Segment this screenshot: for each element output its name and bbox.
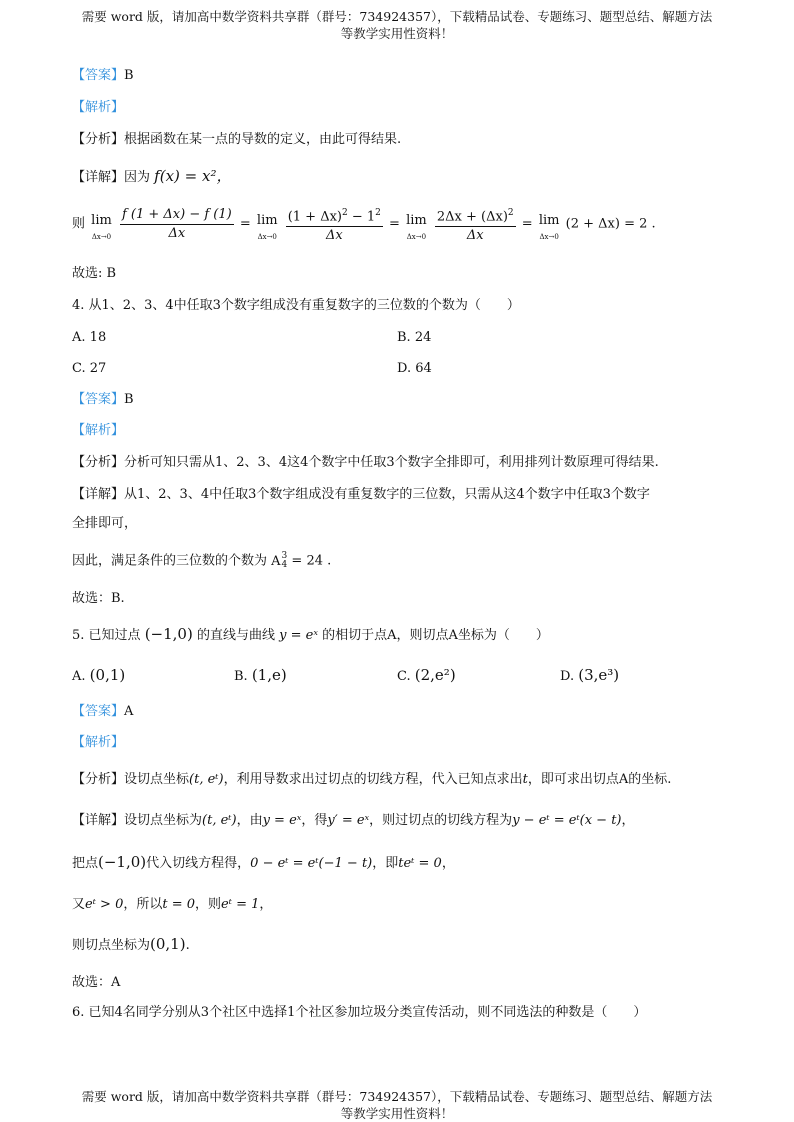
q5-d3-a: 又 [72, 897, 86, 912]
option-key: C. [72, 361, 86, 376]
q3-detail-formula: f(x) = x²， [154, 167, 232, 185]
header-banner [0, 8, 794, 42]
q3-answer-value: B [124, 68, 134, 83]
q5-fenxi-point: (t, eᵗ) [189, 772, 224, 787]
q3-fenxi [72, 131, 401, 149]
option-value: 24 [414, 330, 432, 345]
limit-operator-3: lim Δx→0 [406, 212, 427, 241]
permutation-symbol: A 3 4 [271, 551, 288, 570]
q3-answer [72, 67, 134, 85]
q5-stem-curve: y = eˣ [279, 628, 318, 643]
option-key: B. [397, 330, 411, 345]
q5-d1-point: (t, eᵗ) [202, 813, 237, 828]
q5-fenxi-b: ，利用导数求出过切点的切线方程，代入已知点求出 [223, 772, 523, 787]
option-value: 64 [415, 361, 432, 376]
xiangjie-label: 【详解】 [72, 813, 125, 828]
q4-detail-3 [72, 552, 331, 571]
q5-d3-d: ， [259, 897, 273, 912]
q5-option-c [397, 666, 456, 686]
q5-d4-a: 则切点坐标为 [72, 938, 151, 953]
q5-stem-point: (−1,0) [144, 625, 193, 643]
q5-d3-b: ，所以 [123, 897, 163, 912]
q5-detail-3 [72, 896, 272, 914]
q5-answer-value: A [124, 704, 134, 719]
q3-limit-result: = 2 . [624, 216, 656, 232]
answer-label: 【答案】 [72, 704, 125, 719]
option-value: (2,e²) [414, 666, 456, 684]
q4-conclusion: 故选：B. [72, 591, 125, 606]
answer-label: 【答案】 [72, 68, 125, 83]
option-key: D. [397, 361, 412, 376]
q5-d2-b: 代入切线方程得， [146, 856, 251, 871]
q4-option-d [397, 360, 432, 378]
q5-d1-f1: y = eˣ [262, 813, 302, 828]
fraction-2: $\frac{(1 + \Delta x)^2 - 1^2}{\Delta x}$ [286, 205, 383, 244]
q5-fenxi [72, 771, 671, 789]
option-value: 27 [89, 361, 107, 376]
analysis-label: 【解析】 [72, 100, 125, 115]
q4-detail-3-prefix: 因此，满足条件的三位数的个数为 [72, 553, 268, 569]
xiangjie-label: 【详解】 [72, 170, 125, 185]
q5-answer [72, 703, 133, 721]
limit-operator-1: lim Δx→0 [91, 212, 112, 241]
q4-detail-2: 全排即可， [72, 516, 138, 531]
fraction-1: $\frac{f (1 + \Delta x) - f (1)}{\Delta x}$ [121, 207, 232, 242]
q5-d2-d: ， [441, 856, 455, 871]
footer-line-2: 等教学实用性资料！ [340, 1106, 454, 1121]
q5-conclusion: 故选：A [72, 975, 121, 990]
q5-option-b [234, 666, 287, 686]
analysis-label: 【解析】 [72, 423, 125, 438]
q5-fenxi-c: ，即可求出切点A的坐标. [527, 772, 672, 787]
q5-d3-c: ，则 [195, 897, 222, 912]
q5-d1-c: ，得 [301, 813, 328, 828]
analysis-label: 【解析】 [72, 735, 125, 750]
q3-conclusion: 故选: B [72, 266, 117, 281]
fenxi-label: 【分析】 [72, 132, 125, 147]
q5-d1-f3: y − eᵗ = eᵗ(x − t) [512, 813, 622, 828]
q3-detail [72, 167, 231, 187]
option-key: A. [72, 330, 86, 345]
q5-detail-1 [72, 812, 635, 830]
footer-banner [0, 1088, 794, 1122]
q5-stem-suffix: 的相切于点A，则切点A坐标为（ ） [322, 628, 549, 643]
q5-fenxi-t: t [522, 772, 528, 787]
q4-stem: 4. 从1、2、3、4中任取3个数字组成没有重复数字的三位数的个数为（ ） [72, 298, 520, 313]
limit-operator-2: lim Δx→0 [256, 212, 278, 241]
option-key: B. [234, 669, 248, 684]
q5-option-a [72, 666, 125, 686]
q5-d1-d: ，则过切点的切线方程为 [369, 813, 513, 828]
option-value: (0,1) [89, 666, 126, 684]
option-key: D. [560, 669, 575, 684]
option-value: 18 [89, 330, 107, 345]
q5-d2-a: 把点 [72, 856, 99, 871]
q3-fenxi-text: 根据函数在某一点的导数的定义，由此可得结果. [124, 132, 402, 147]
q4-analysis-label [72, 422, 124, 440]
q4-detail-1 [72, 486, 650, 504]
q4-answer-value: B [124, 392, 134, 407]
q5-d1-e: ， [621, 813, 635, 828]
q4-option-c [72, 360, 106, 378]
q5-stem-mid: 的直线与曲线 [196, 628, 275, 643]
q5-detail-2 [72, 853, 455, 873]
q4-option-b [397, 329, 431, 347]
fenxi-label: 【分析】 [72, 772, 125, 787]
q4-fenxi-text: 分析可知只需从1、2、3、4这4个数字中任取3个数字全排即可，利用排列计数原理可得结果. [124, 455, 659, 470]
q5-d1-b: ，由 [236, 813, 263, 828]
answer-label: 【答案】 [72, 392, 125, 407]
q5-detail-4 [72, 935, 190, 955]
q5-stem-prefix: 5. 已知过点 [72, 628, 141, 643]
q4-detail-text-1: 从1、2、3、4中任取3个数字组成没有重复数字的三位数，只需从这4个数字中任取3个数字 [124, 487, 650, 502]
xiangjie-label: 【详解】 [72, 487, 125, 502]
header-line-1: 需要 word 版，请加高中数学资料共享群（群号：734924357），下载精品试卷、专题练习、题型总结、解题方法 [81, 9, 713, 24]
q5-d3-f2: t = 0 [162, 897, 196, 912]
q3-limit-line: 则 lim Δx→0 $\frac{f (1 + \Delta x) - f (1)}{\Delta x}$ = lim Δx→0 $\frac{(1 + \Delta x)^2 - 1^2}{\Delta x}$ = lim Δx→0 $\frac{2\Delta x + (\Delta x)^2}{\Delta x}$ = lim Δx→0 (2 + Δx) = 2 . [72, 205, 656, 244]
header-line-2: 等教学实用性资料！ [340, 26, 454, 41]
q5-fenxi-a: 设切点坐标 [124, 772, 190, 787]
option-value: (3,e³) [578, 666, 620, 684]
q5-option-d [560, 666, 619, 686]
fraction-3: $\frac{2\Delta x + (\Delta x)^2}{\Delta x}$ [435, 205, 516, 244]
footer-line-1: 需要 word 版，请加高中数学资料共享群（群号：734924357），下载精品试卷、专题练习、题型总结、解题方法 [81, 1089, 713, 1104]
option-key: A. [72, 669, 86, 684]
q3-detail-prefix: 因为 [124, 170, 151, 185]
q4-option-a [72, 329, 106, 347]
q4-fenxi [72, 454, 659, 472]
q3-analysis-label [72, 99, 124, 117]
q5-d1-a: 设切点坐标为 [124, 813, 203, 828]
fenxi-label: 【分析】 [72, 455, 125, 470]
q5-d3-f3: eᵗ = 1 [221, 897, 260, 912]
q5-d2-point: (−1,0) [98, 853, 147, 871]
q3-limit-prefix: 则 [72, 216, 86, 232]
q5-d2-c: ，即 [372, 856, 399, 871]
q4-answer [72, 391, 134, 409]
q5-d1-f2: y′ = eˣ [327, 813, 370, 828]
option-key: C. [397, 669, 411, 684]
q5-d4-b: . [185, 938, 190, 953]
q5-d3-f1: eᵗ > 0 [85, 897, 124, 912]
q5-d4-point: (0,1) [150, 935, 186, 953]
q5-stem [72, 625, 549, 645]
option-value: (1,e) [251, 666, 287, 684]
limit-operator-4: lim Δx→0 [538, 212, 560, 241]
q4-detail-3-formula: = 24 . [291, 553, 332, 569]
q6-stem: 6. 已知4名同学分别从3个社区中选择1个社区参加垃圾分类宣传活动，则不同选法的种数是（ ） [72, 1005, 647, 1020]
q5-analysis-label [72, 734, 124, 752]
q5-d2-f1: 0 − eᵗ = eᵗ(−1 − t) [250, 856, 373, 871]
q5-d2-f2: teᵗ = 0 [398, 856, 442, 871]
